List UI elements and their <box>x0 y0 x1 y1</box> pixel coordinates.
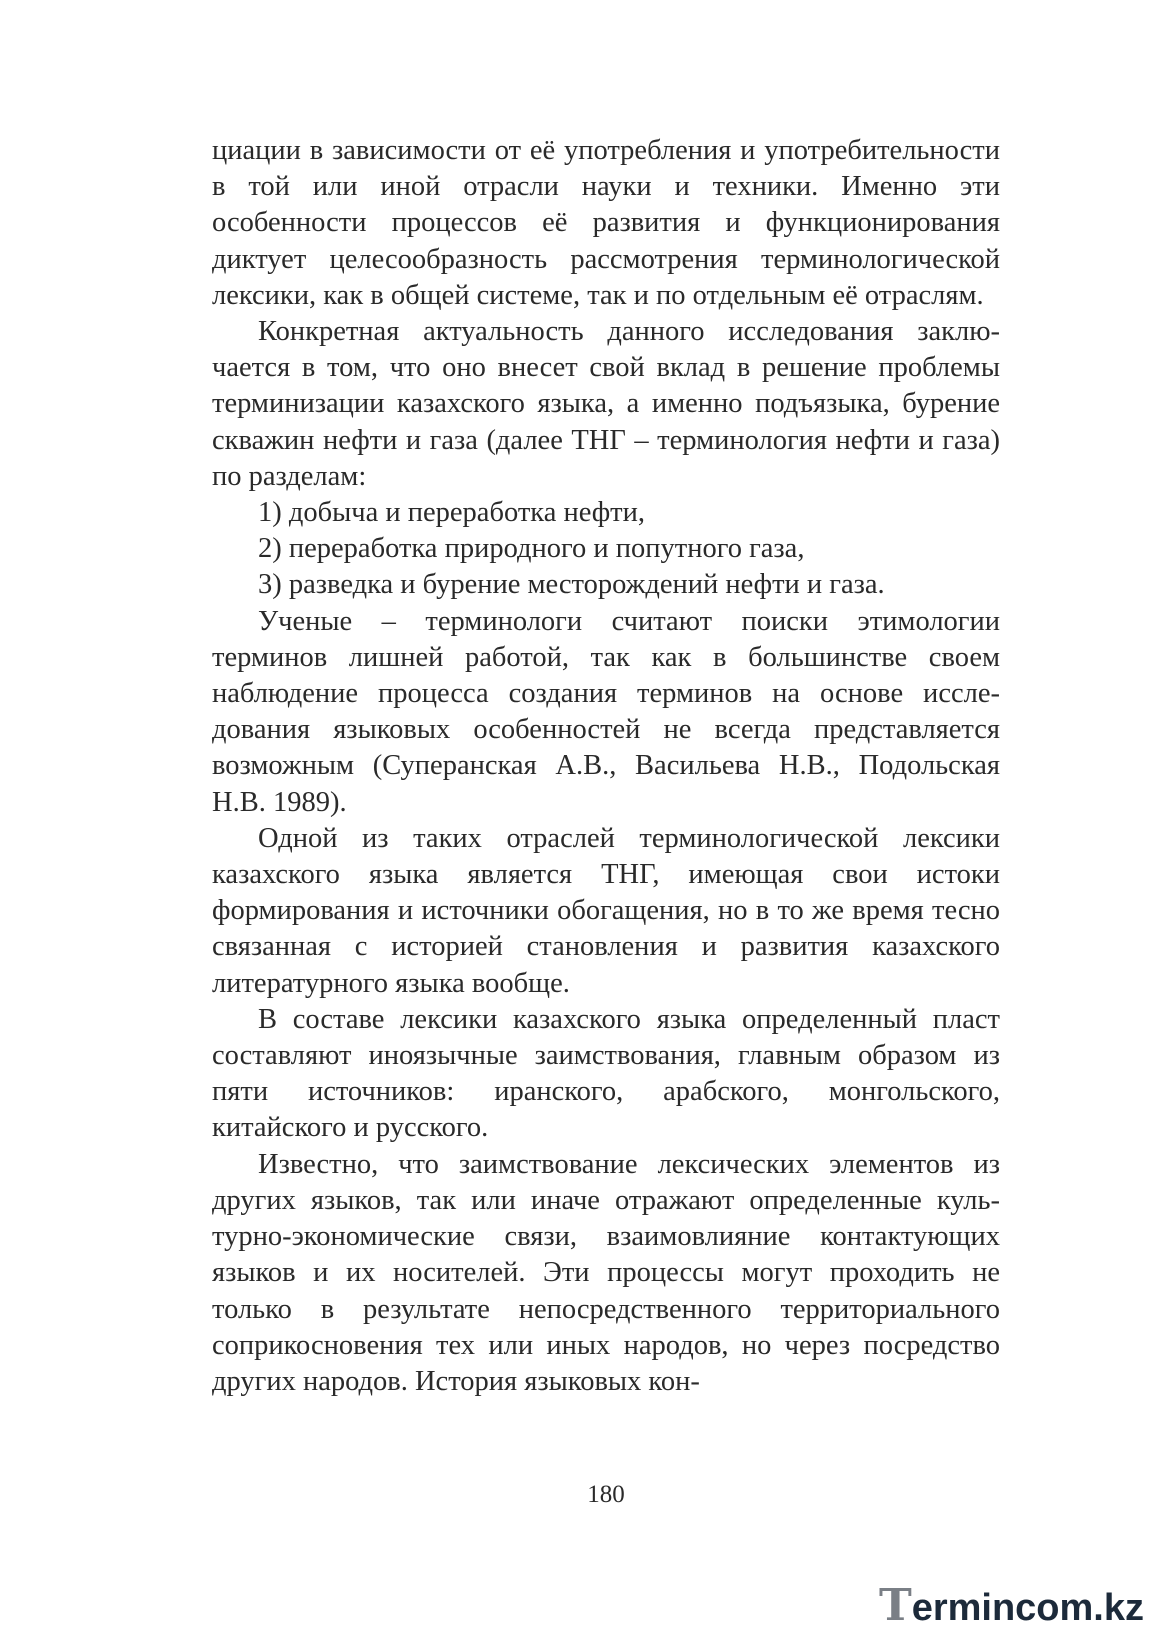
site-watermark-logo <box>879 1580 1144 1631</box>
watermark-text: ermincom.kz <box>911 1587 1144 1629</box>
watermark-first-letter: T <box>878 1580 912 1631</box>
paragraph-1: циации в зависимости от её употребления и употребительности в той или иной отрасли науки и техники. Именно эти особенности процессов её развития и функционирования диктует целесообразность рассмотрения терминологической лексики, как в общей системе, так и по отдельным её отраслям. <box>212 135 1000 311</box>
list-item-2: 2) переработка природного и попутного газа, <box>258 533 805 565</box>
paragraph-2: Конкретная актуальность данного исследования заключается в том, что оно внесет свой вклад в решение проблемы терминизации казахского языка, а именно подъязыка, бурение скважин нефти и газа (далее ТНГ – терминология нефти и газа) по разделам: <box>212 316 1000 492</box>
body-text <box>212 133 1000 1400</box>
list-item-1: 1) добыча и переработка нефти, <box>258 497 646 529</box>
paragraph-5: В составе лексики казахского языка определенный пласт составляют иноязычные заимствования, главным образом из пяти источников: иранского, арабского, монгольского, китайского и русского. <box>212 1003 1000 1144</box>
paragraph-4: Одной из таких отраслей терминологической лексики казахского языка является ТНГ, имеющая свои истоки формирования и источники обогащения, но в то же время тесно связанная с историей становления и развития казахского литературного языка вообще. <box>212 822 1000 999</box>
page-number: 180 <box>587 1481 625 1508</box>
paragraph-3: Ученые – терминологи считают поиски этимологии терминов лишней работой, так как в большинстве своем наблюдение процесса создания терминов на основе исследования языковых особенностей не всегда представляется возможным (Суперанская А.В., Васильева Н.В., Подольская Н.В. 1989). <box>212 605 1000 818</box>
paragraph-6: Известно, что заимствование лексических элементов из других языков, так или иначе отражают определенные культурно-экономические связи, взаимовлияние контактующих языков и их носителей. Эти процессы могут проходить не только в результате непосредственного территориального соприкосновения тех или иных народов, но через посредство других народов. История языковых кон- <box>212 1148 1000 1397</box>
list-item-3: 3) разведка и бурение месторождений нефти и газа. <box>258 569 885 601</box>
